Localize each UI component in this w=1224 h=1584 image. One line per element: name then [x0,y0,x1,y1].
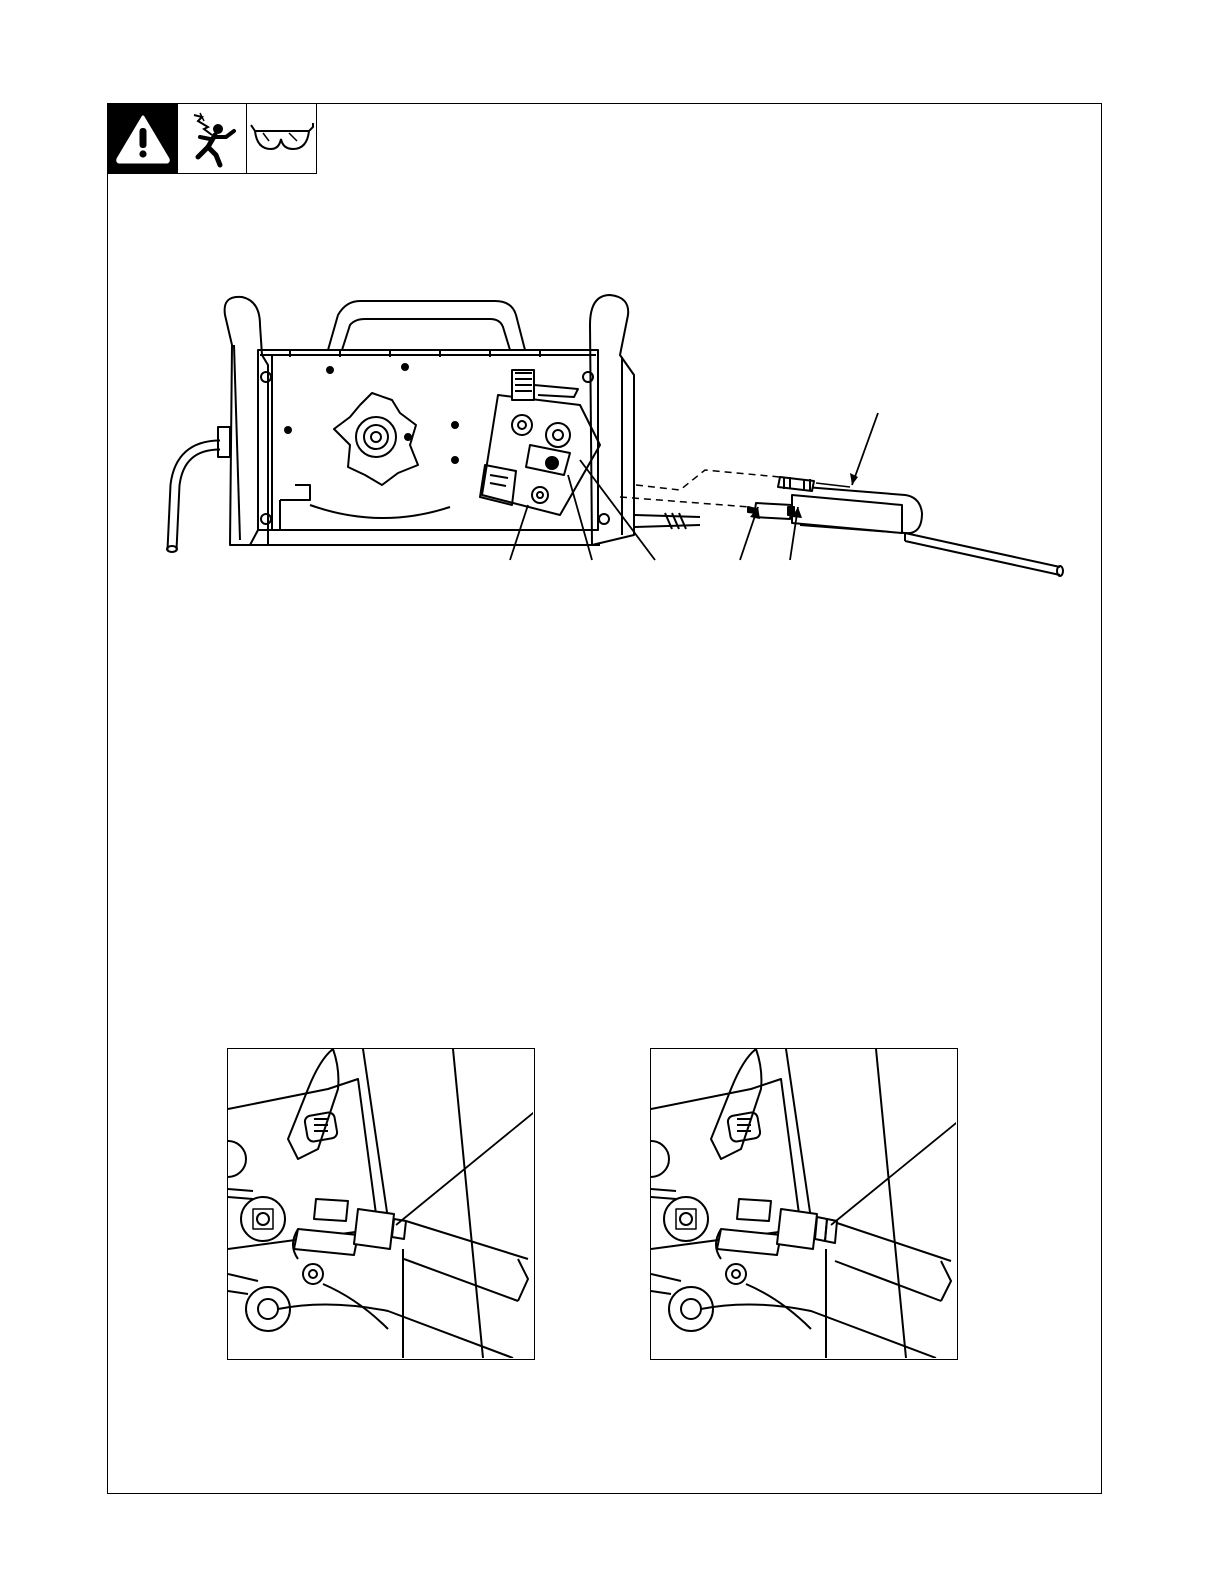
electric-shock-icon [177,103,248,174]
detail-figure-incorrect [227,1048,535,1360]
safety-glasses-icon [246,103,317,174]
warning-triangle-icon [107,103,178,174]
detail-figure-correct [650,1048,958,1360]
hazard-symbol-strip [107,103,316,175]
main-figure-wire-feeder [160,285,1070,595]
